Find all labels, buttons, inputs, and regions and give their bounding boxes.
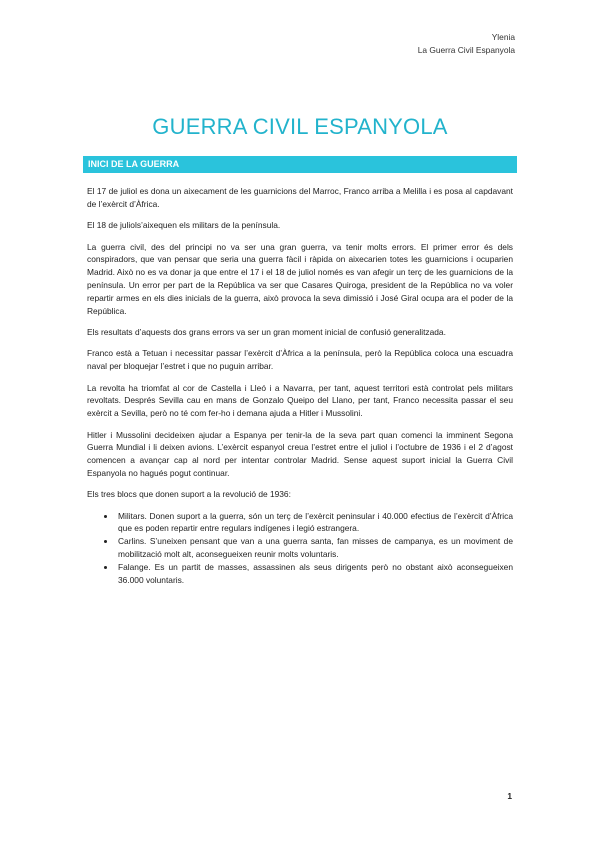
list-item: • Carlins. S’uneixen pensant que van a una guerra santa, fan misses de campanya, es un moviment de mobilització molt alt, aconsegueixen reunir molts voluntaris. — [116, 535, 513, 561]
paragraph: La revolta ha triomfat al cor de Castella i Lleó i a Navarra, per tant, aquest territori està controlat pels militars revoltats. Després Sevilla cau en mans de Gonzalo Queipo del Llano, per tant, Franco necessita passar el seu exèrcit a Sevilla, però no té com fer-ho i demana ajuda a Hitler i Mussolini. — [87, 382, 513, 419]
paragraph: El 17 de juliol es dona un aixecament de les guarnicions del Marroc, Franco arriba a Melilla i es posa al capdavant de l’exèrcit d’Àfrica. — [87, 186, 513, 209]
page-number: 1 — [507, 791, 512, 801]
paragraph: El 18 de juliols’aixequen els militars de la península. — [87, 220, 281, 231]
paragraph: Els tres blocs que donen suport a la revolució de 1936: — [87, 489, 291, 500]
paragraph: La guerra civil, des del principi no va ser una gran guerra, va tenir molts errors. El primer error és dels conspiradors, que van pensar que seria una guerra fàcil i ràpida on aixecarien totes les guarnicions i ocuparien Madrid. Això no es va donar ja que entre el 17 i el 18 de juliol només es van afegir un terç de les guarnicions de la península. Un error per part de la República va ser que Casares Quiroga, president de la República no va voler repartir armes en els dies inicials de la guerra, això provoca la seva dimissió i José Giral ocupa ara el poder de la República. — [87, 241, 513, 316]
document-title: GUERRA CIVIL ESPANYOLA — [152, 114, 448, 139]
list-item: • Falange. Es un partit de masses, assassinen als seus dirigents però no obstant això aconsegueixen 36.000 voluntaris. — [116, 561, 513, 587]
header-subject: La Guerra Civil Espanyola — [417, 45, 515, 55]
document-body — [87, 185, 513, 586]
page-header — [418, 31, 515, 57]
list-item: • Militars. Donen suport a la guerra, són un terç de l’exèrcit peninsular i 40.000 efectius de l’exèrcit d’Àfrica que es poden repartir entre regulars indígenes i legió estrangera. — [116, 510, 513, 536]
paragraph: Els resultats d’aquests dos grans errors va ser un gran moment inicial de confusió generalitzada. — [87, 326, 446, 337]
section-heading: INICI DE LA GUERRA — [83, 156, 517, 173]
bullet-list — [87, 510, 513, 587]
paragraph: Franco està a Tetuan i necessitar passar l’exèrcit d’Àfrica a la península, però la República coloca una escuadra naval per bloquejar l’estret i que no puguin arribar. — [87, 348, 513, 372]
paragraph: Hitler i Mussolini decideixen ajudar a Espanya per tenir-la de la seva part quan comenci la imminent Segona Guerra Mundial i li deixen avions. L’exèrcit espanyol creua l’estret entre el juliol i l’octubre de 1936 i el 2 d’agost comencen a avançar cap al nord per intentar controlar Madrid. Sense aquest suport inicial la Guerra Civil Espanyola no hagués pogut continuar. — [87, 429, 513, 478]
header-author: Ylenia — [491, 32, 515, 42]
